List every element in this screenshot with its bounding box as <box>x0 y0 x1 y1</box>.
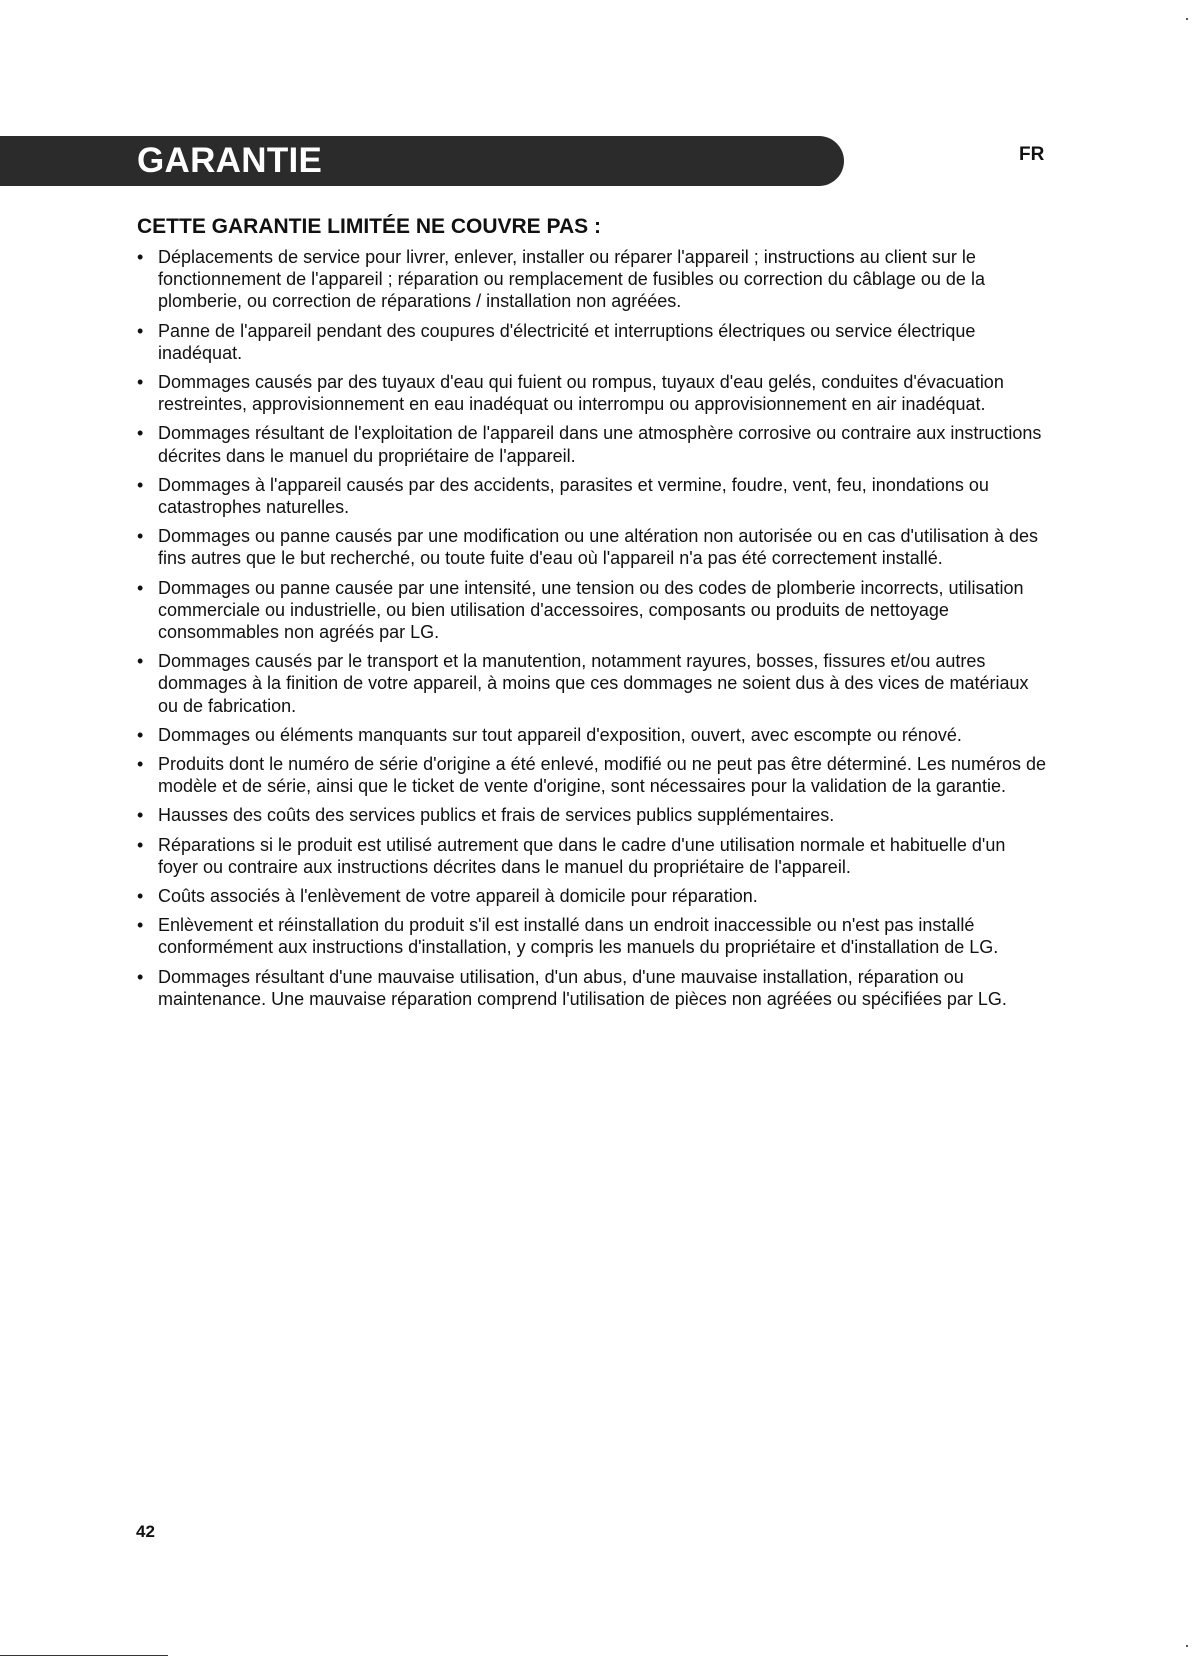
list-item: • Déplacements de service pour livrer, enlever, installer ou réparer l'appareil ; instructions au client sur le fonctionnement de l'appareil ; réparation ou remplacement de fusibles ou correction du câblage ou de la plomberie, ou correction de réparations / installation non agréées. <box>137 246 1047 313</box>
footer-rule <box>0 1655 168 1656</box>
language-code: FR <box>1019 144 1045 165</box>
list-item: • Dommages ou éléments manquants sur tout appareil d'exposition, ouvert, avec escompte ou rénové. <box>137 724 1047 746</box>
list-item: • Dommages résultant de l'exploitation de l'appareil dans une atmosphère corrosive ou contraire aux instructions décrites dans le manuel du propriétaire de l'appareil. <box>137 422 1047 466</box>
crop-mark <box>1186 1645 1188 1647</box>
list-item: • Dommages résultant d'une mauvaise utilisation, d'un abus, d'une mauvaise installation, réparation ou maintenance. Une mauvaise réparation comprend l'utilisation de pièces non agréées ou spécifiées par LG. <box>137 966 1047 1010</box>
section-heading: CETTE GARANTIE LIMITÉE NE COUVRE PAS : <box>137 215 601 238</box>
list-item: • Enlèvement et réinstallation du produit s'il est installé dans un endroit inaccessible ou n'est pas installé conformément aux instructions d'installation, y compris les manuels du propriétaire et d'installation de LG. <box>137 914 1047 958</box>
list-item: • Dommages causés par des tuyaux d'eau qui fuient ou rompus, tuyaux d'eau gelés, conduites d'évacuation restreintes, approvisionnement en eau inadéquat ou interrompu ou approvisionnement en air inadéquat. <box>137 371 1047 415</box>
page-title: GARANTIE <box>137 141 323 180</box>
list-item: • Dommages causés par le transport et la manutention, notamment rayures, bosses, fissures et/ou autres dommages à la finition de votre appareil, à moins que ces dommages ne soient dus à des vices de matériaux ou de fabrication. <box>137 650 1047 717</box>
crop-mark <box>1186 18 1188 20</box>
list-item: • Dommages ou panne causée par une intensité, une tension ou des codes de plomberie incorrects, utilisation commerciale ou industrielle, ou bien utilisation d'accessoires, composants ou produits de nettoyage consommables non agréés par LG. <box>137 577 1047 644</box>
list-item: • Panne de l'appareil pendant des coupures d'électricité et interruptions électriques ou service électrique inadéquat. <box>137 320 1047 364</box>
list-item: • Hausses des coûts des services publics et frais de services publics supplémentaires. <box>137 804 1047 826</box>
header-banner <box>0 136 844 186</box>
list-item: • Réparations si le produit est utilisé autrement que dans le cadre d'une utilisation normale et habituelle d'un foyer ou contraire aux instructions décrites dans le manuel du propriétaire de l'appareil. <box>137 834 1047 878</box>
list-item: • Produits dont le numéro de série d'origine a été enlevé, modifié ou ne peut pas être déterminé. Les numéros de modèle et de série, ainsi que le ticket de vente d'origine, sont nécessaires pour la validation de la garantie. <box>137 753 1047 797</box>
list-item: • Coûts associés à l'enlèvement de votre appareil à domicile pour réparation. <box>137 885 1047 907</box>
page-number: 42 <box>136 1522 155 1541</box>
list-item: • Dommages ou panne causés par une modification ou une altération non autorisée ou en cas d'utilisation à des fins autres que le but recherché, ou toute fuite d'eau où l'appareil n'a pas été correctement installé. <box>137 525 1047 569</box>
exclusion-list <box>137 246 1047 1017</box>
list-item: • Dommages à l'appareil causés par des accidents, parasites et vermine, foudre, vent, feu, inondations ou catastrophes naturelles. <box>137 474 1047 518</box>
